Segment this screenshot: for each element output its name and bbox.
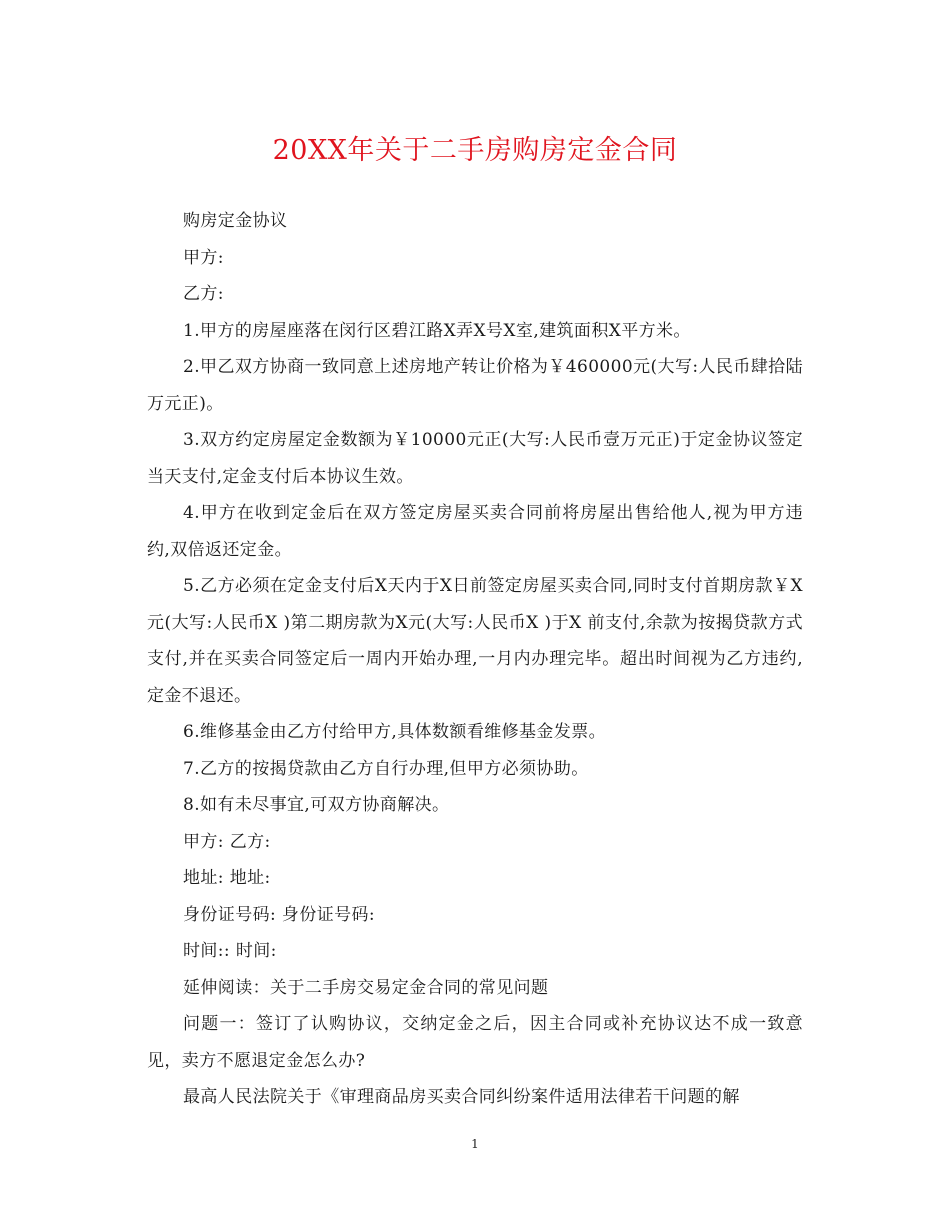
paragraph-clause-4: 4.甲方在收到定金后在双方签定房屋买卖合同前将房屋出售给他人,视为甲方违约,双倍返还定金。 bbox=[147, 503, 803, 560]
paragraph-clause-3: 3.双方约定房屋定金数额为￥10000元正(大写:人民币壹万元正)于定金协议签定当天支付,定金支付后本协议生效。 bbox=[147, 430, 803, 487]
paragraph-court-reference: 最高人民法院关于《审理商品房买卖合同纠纷案件适用法律若干问题的解 bbox=[183, 1087, 740, 1107]
page-number: 1 bbox=[471, 1137, 479, 1151]
paragraph-signature-address: 地址: 地址: bbox=[183, 868, 271, 888]
paragraph-clause-8: 8.如有未尽事宜,可双方协商解决。 bbox=[183, 795, 450, 815]
paragraph-clause-1: 1.甲方的房屋座落在闵行区碧江路X弄X号X室,建筑面积X平方米。 bbox=[183, 320, 691, 341]
paragraph-extended-reading: 延伸阅读：关于二手房交易定金合同的常见问题 bbox=[183, 977, 549, 998]
paragraph-question-1: 问题一：签订了认购协议，交纳定金之后，因主合同或补充协议达不成一致意见，卖方不愿退定金怎么办? bbox=[147, 1014, 803, 1071]
paragraph-clause-5: 5.乙方必须在定金支付后X天内于X日前签定房屋买卖合同,同时支付首期房款￥X 元(大写:人民币X )第二期房款为X元(大写:人民币X )于X 前支付,余款为按揭贷款方式支付,并在买卖合同签定后一周内开始办理,一月内办理完毕。超出时间视为乙方违约,定金不退还。 bbox=[147, 576, 803, 706]
paragraph-signature-time: 时间:: 时间: bbox=[183, 941, 277, 961]
paragraph-signature-id: 身份证号码: 身份证号码: bbox=[183, 904, 376, 925]
document-body bbox=[147, 203, 803, 1116]
document-title: 20XX年关于二手房购房定金合同 bbox=[272, 135, 678, 166]
paragraph-signature-parties: 甲方: 乙方: bbox=[183, 831, 271, 852]
paragraph-clause-2: 2.甲乙双方协商一致同意上述房地产转让价格为￥460000元(大写:人民币肆拾陆万元正)。 bbox=[147, 357, 803, 414]
paragraph-clause-6: 6.维修基金由乙方付给甲方,具体数额看维修基金发票。 bbox=[183, 722, 607, 742]
paragraph-heading: 购房定金协议 bbox=[183, 211, 288, 231]
paragraph-party-a: 甲方: bbox=[183, 247, 224, 268]
paragraph-party-b: 乙方: bbox=[183, 284, 224, 304]
paragraph-clause-7: 7.乙方的按揭贷款由乙方自行办理,但甲方必须协助。 bbox=[183, 758, 589, 779]
